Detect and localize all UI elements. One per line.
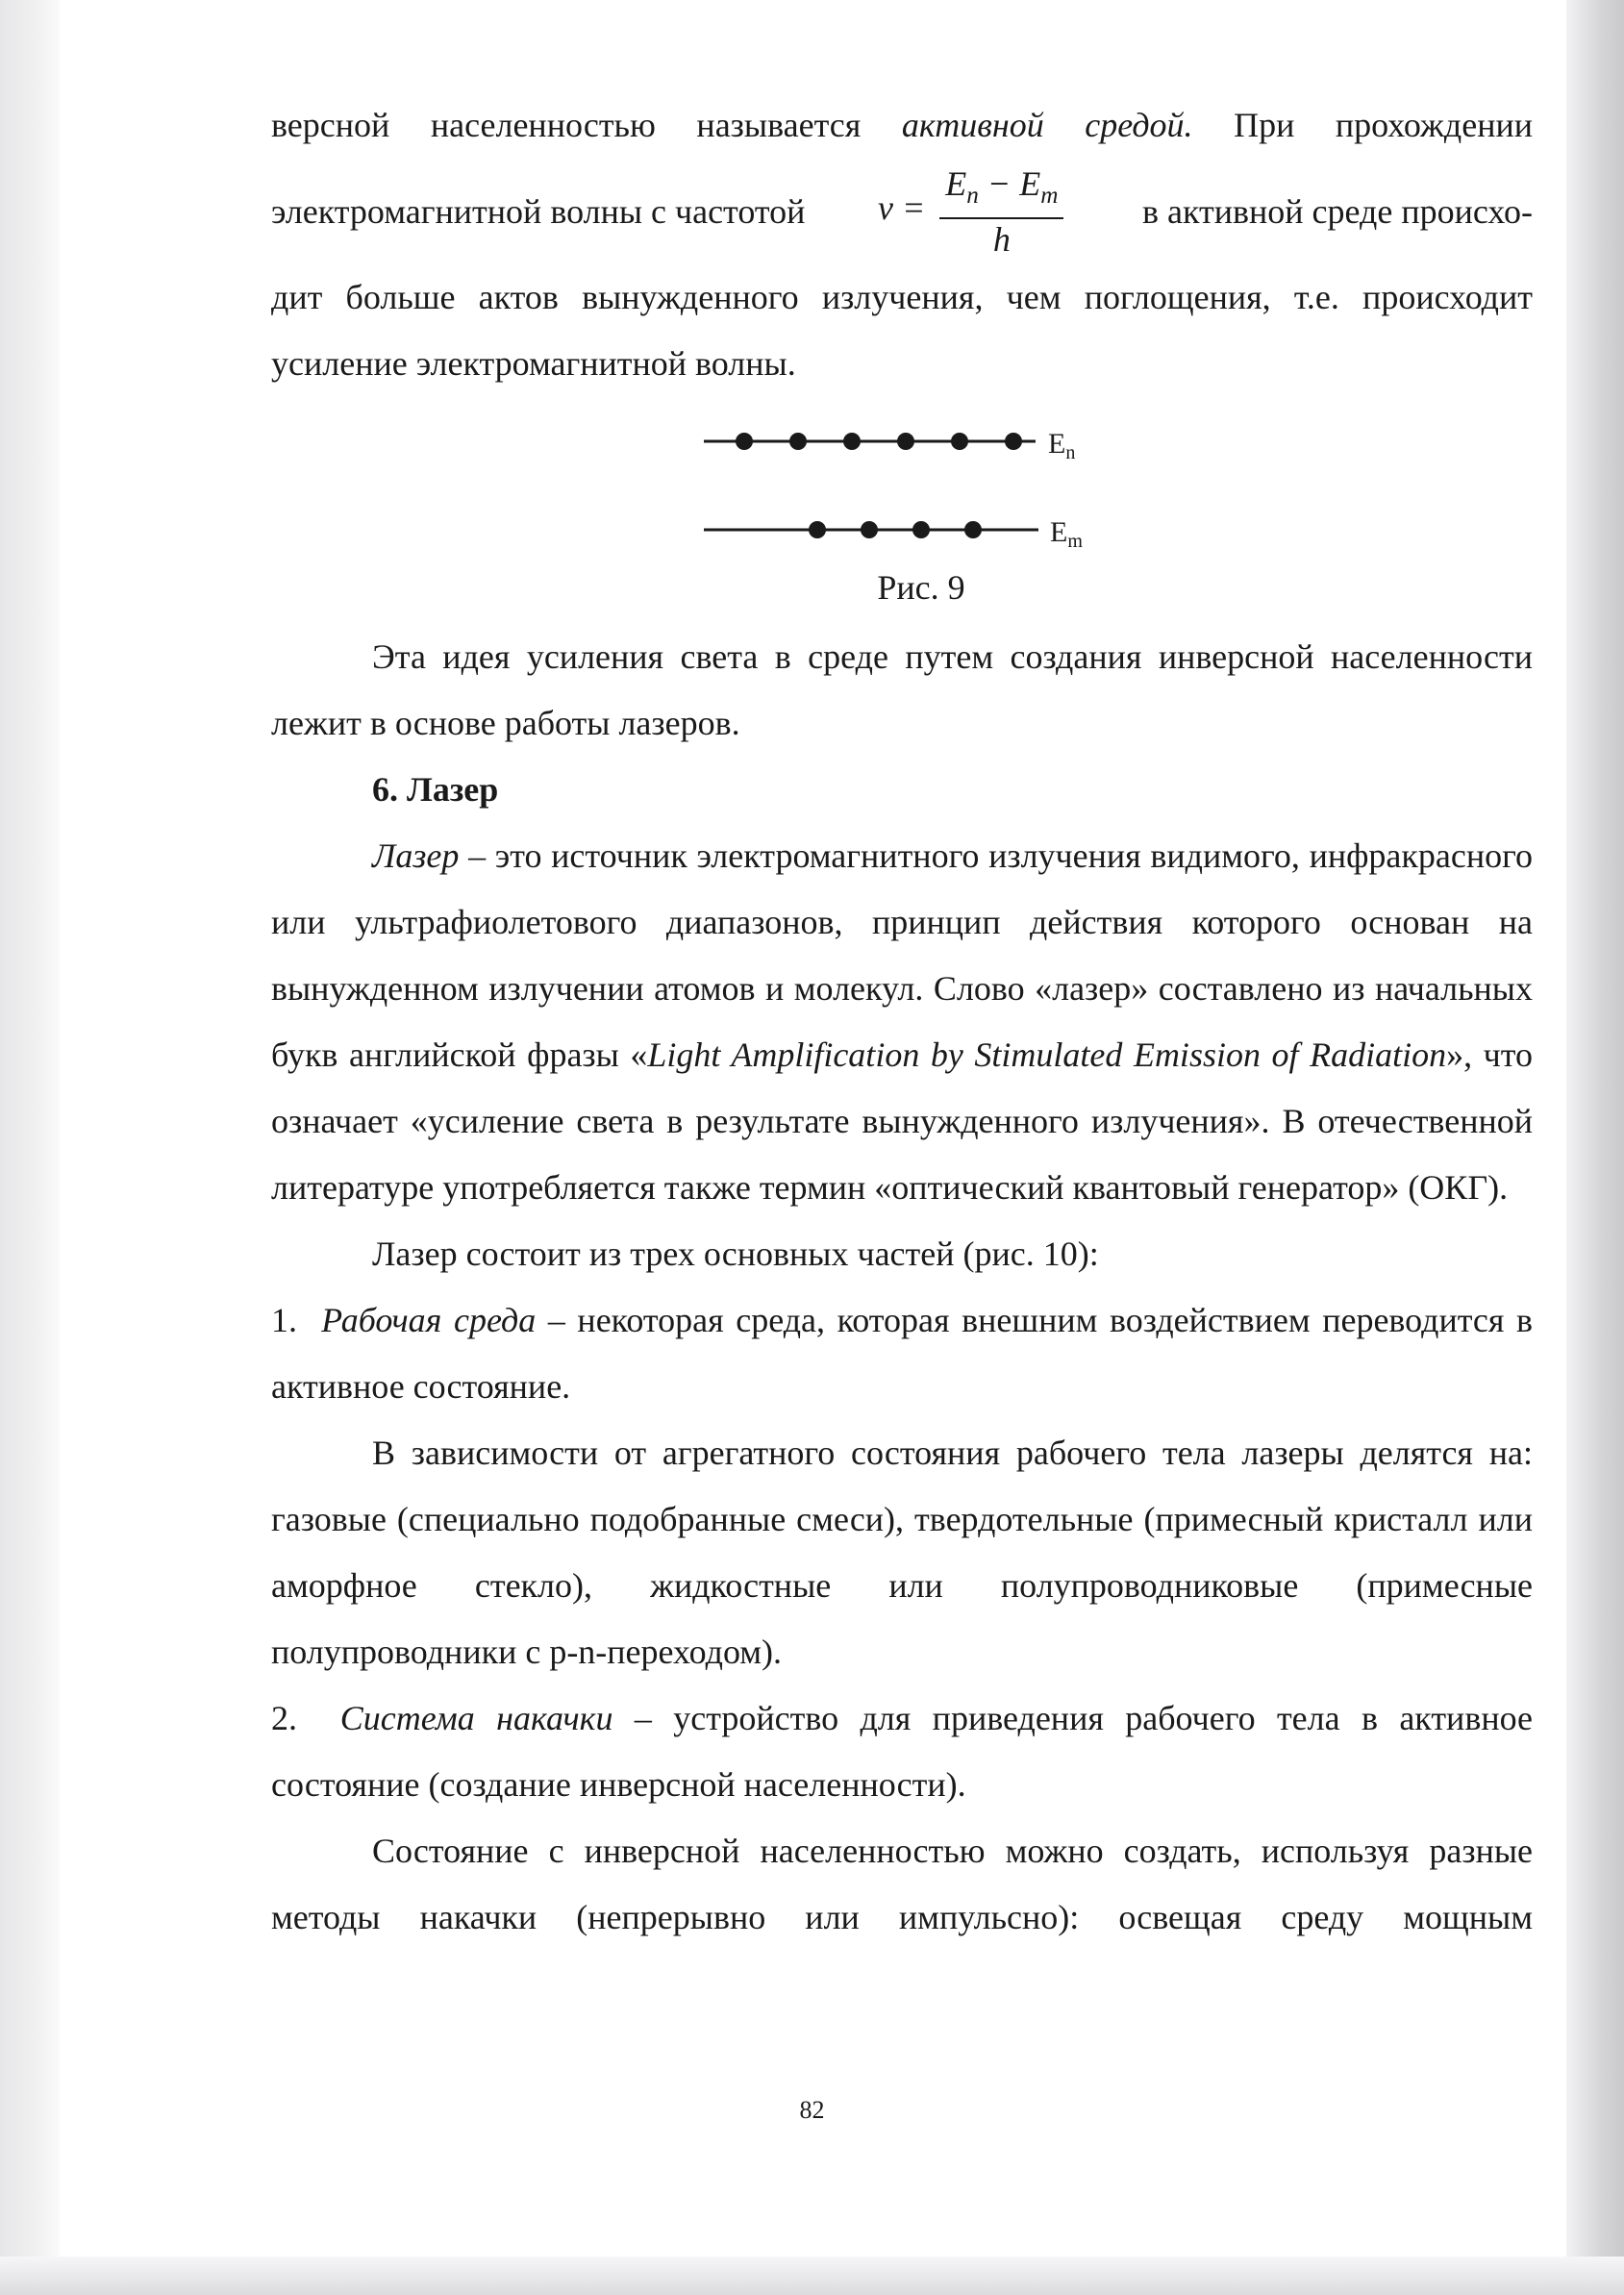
lower-atom-3	[912, 521, 930, 538]
formula-denominator: h	[992, 219, 1011, 259]
scan-left-edge	[0, 0, 60, 2295]
list-item-2: 2. Система накачки – устройство для приведения рабочего тела в активное состояние (создание инверсной населенности).	[271, 1699, 1534, 1804]
lower-atom-2	[861, 521, 878, 538]
formula-fraction	[939, 163, 1063, 259]
lower-level-label: $E_m$	[1050, 516, 1083, 552]
energy-levels-diagram	[271, 403, 1533, 566]
intro-line-1: версной населенностью называется активной средой. При прохождении	[271, 106, 1533, 144]
para-idea: Эта идея усиления света в среде путем создания инверсной населенности лежит в основе работы лазеров.	[271, 637, 1533, 742]
lower-atom-4	[964, 521, 982, 538]
scan-right-edge	[1566, 0, 1624, 2295]
upper-atom-5	[951, 433, 968, 450]
list-item-1: 1. Рабочая среда – некоторая среда, которая внешним воздействием переводится в активное состояние.	[271, 1301, 1534, 1406]
upper-atom-4	[897, 433, 914, 450]
figure-9-caption: Рис. 9	[877, 568, 965, 607]
para-states: В зависимости от агрегатного состояния рабочего тела лазеры делятся на: газовые (специально подобранные смеси), твердотельные (примесный кристалл или аморфное стекло), жидкостные или полупроводниковые (примесные полупроводники с p-n-переходом).	[271, 1434, 1533, 1671]
frequency-formula: ν = $\frac{E_n - E_m}{h}$	[878, 163, 1069, 259]
para-laser-definition: Лазер – это источник электромагнитного излучения видимого, инфракрасного или ультрафиолетового диапазонов, принцип действия которого основан на вынужденном излучении атомов и молекул. Слово «лазер» составлено из начальных букв английской фразы «Light Amplification by Stimulated Emission of Radiation», что означает «усиление света в результате вынужденного излучения». В отечественной литературе употребляется также термин «оптический квантовый генератор» (ОКГ).	[271, 836, 1533, 1207]
upper-atom-1	[736, 433, 753, 450]
figure-9	[271, 403, 1533, 624]
upper-atom-2	[789, 433, 807, 450]
intro-rest: дит больше актов вынужденного излучения, чем поглощения, т.е. происходит усиление электромагнитной волны.	[271, 278, 1533, 383]
active-medium-term: активной средой.	[901, 106, 1193, 144]
upper-atom-6	[1005, 433, 1022, 450]
para-pump: Состояние с инверсной населенностью можно создать, используя разные методы накачки (непрерывно или импульсно): освещая среду мощным	[271, 1832, 1533, 1936]
formula-numerator: $E_n - E_m$	[939, 163, 1063, 218]
para-parts: Лазер состоит из трех основных частей (рис. 10):	[372, 1235, 1099, 1273]
upper-atom-3	[843, 433, 861, 450]
laser-term: Лазер	[372, 836, 460, 875]
intro-formula-line: электромагнитной волны с частотой ν = $\frac{E_n - E_m}{h}$ в активной среде происхо-	[271, 164, 1533, 259]
scan-bottom-edge	[0, 2257, 1624, 2295]
lower-atom-1	[809, 521, 826, 538]
page-number: 82	[799, 2096, 825, 2124]
section-heading: 6. Лазер	[372, 770, 499, 809]
pump-system-term: Система накачки	[339, 1699, 613, 1737]
upper-level-label: $E_n$	[1048, 428, 1076, 463]
working-medium-term: Рабочая среда	[321, 1301, 537, 1339]
page-body	[271, 92, 1533, 1951]
laser-acronym-phrase: Light Amplification by Stimulated Emission of Radiation	[647, 1035, 1447, 1074]
